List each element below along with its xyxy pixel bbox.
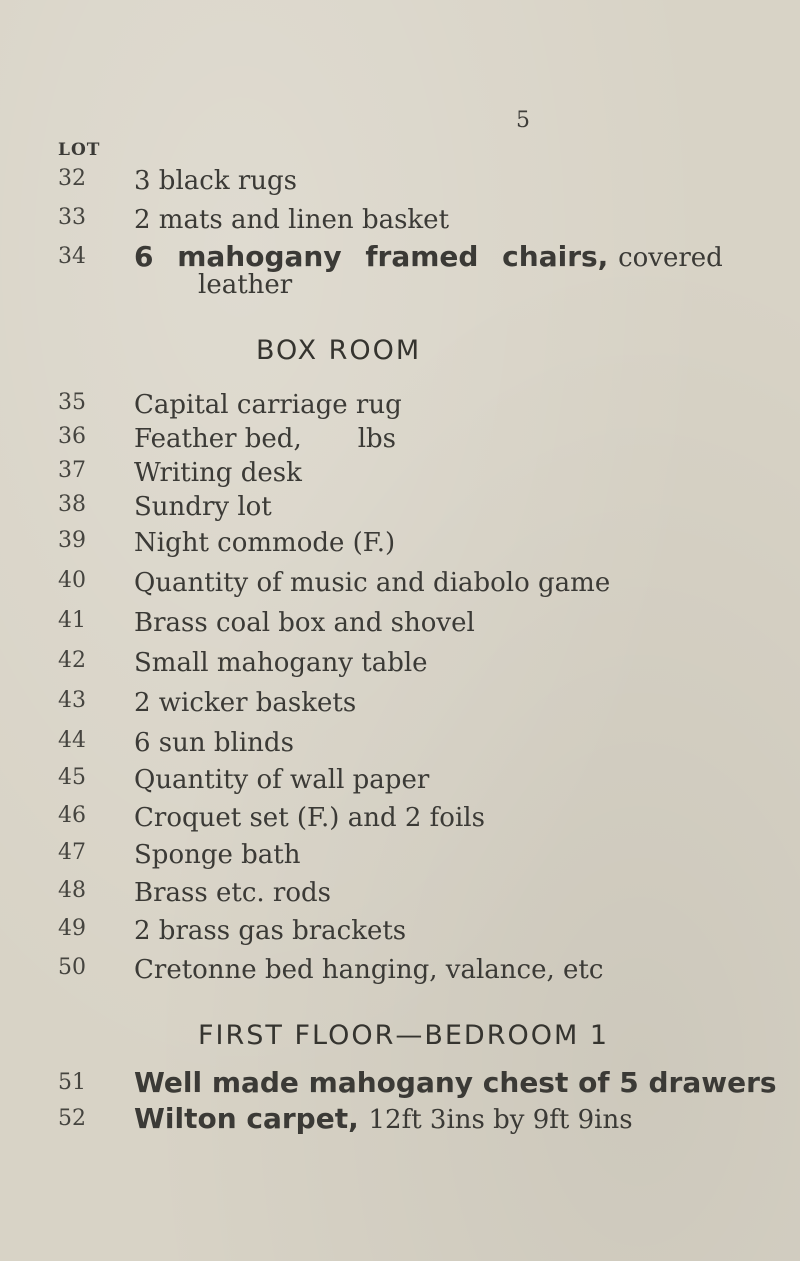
- lot-description: Brass coal box and shovel: [134, 608, 475, 638]
- lot-description-text: Feather bed,: [134, 424, 302, 454]
- lot-number: 47: [58, 840, 86, 865]
- lot-description: Quantity of music and diabolo game: [134, 568, 611, 598]
- lot-description: [134, 240, 723, 273]
- lot-number: 36: [58, 424, 86, 449]
- lot-number: 41: [58, 608, 86, 633]
- lot-description: [134, 424, 396, 454]
- lot-description-unit: lbs: [357, 424, 397, 454]
- lot-description: Sponge bath: [134, 840, 301, 870]
- lot-description: 2 brass gas brackets: [134, 916, 407, 946]
- lot-description: Cretonne bed hanging, valance, etc: [134, 955, 604, 985]
- lot-number: 34: [58, 244, 86, 269]
- lot-description-continuation: leather: [198, 270, 293, 300]
- lot-description: Night commode (F.): [134, 528, 396, 558]
- lot-description: Well made mahogany chest of 5 drawers: [134, 1066, 777, 1099]
- lot-description: Sundry lot: [134, 492, 272, 522]
- lot-description: [134, 1102, 633, 1135]
- lot-number: 48: [58, 878, 86, 903]
- lot-description: 2 mats and linen basket: [134, 205, 450, 235]
- lot-description-rest: 12ft 3ins by 9ft 9ins: [368, 1105, 633, 1135]
- lot-number: 52: [58, 1106, 86, 1131]
- lot-number: 35: [58, 390, 86, 415]
- section-heading-first-floor-bedroom: FIRST FLOOR—BEDROOM 1: [198, 1020, 610, 1051]
- lot-description-bold: Wilton carpet,: [134, 1102, 359, 1135]
- lot-description-rest: covered: [618, 243, 723, 273]
- lot-number: 38: [58, 492, 86, 517]
- lot-number: 46: [58, 803, 86, 828]
- lot-column-label: LOT: [58, 140, 101, 160]
- lot-description: 3 black rugs: [134, 166, 298, 196]
- lot-description: Small mahogany table: [134, 648, 428, 678]
- lot-description: Capital carriage rug: [134, 390, 402, 420]
- lot-number: 33: [58, 205, 86, 230]
- lot-number: 40: [58, 568, 86, 593]
- lot-description: Quantity of wall paper: [134, 765, 430, 795]
- lot-number: 32: [58, 166, 86, 191]
- lot-number: 37: [58, 458, 86, 483]
- lot-number: 51: [58, 1070, 86, 1095]
- lot-description: Croquet set (F.) and 2 foils: [134, 803, 485, 833]
- lot-description: Brass etc. rods: [134, 878, 331, 908]
- lot-number: 43: [58, 688, 86, 713]
- lot-number: 49: [58, 916, 86, 941]
- lot-description: 6 sun blinds: [134, 728, 294, 758]
- lot-description: Writing desk: [134, 458, 302, 488]
- lot-number: 45: [58, 765, 86, 790]
- section-heading-box-room: BOX ROOM: [256, 335, 422, 366]
- lot-number: 42: [58, 648, 86, 673]
- lot-description-bold: 6 mahogany framed chairs,: [134, 240, 609, 273]
- page-number: 5: [516, 108, 530, 133]
- lot-number: 39: [58, 528, 86, 553]
- lot-number: 50: [58, 955, 86, 980]
- lot-description: 2 wicker baskets: [134, 688, 357, 718]
- lot-number: 44: [58, 728, 86, 753]
